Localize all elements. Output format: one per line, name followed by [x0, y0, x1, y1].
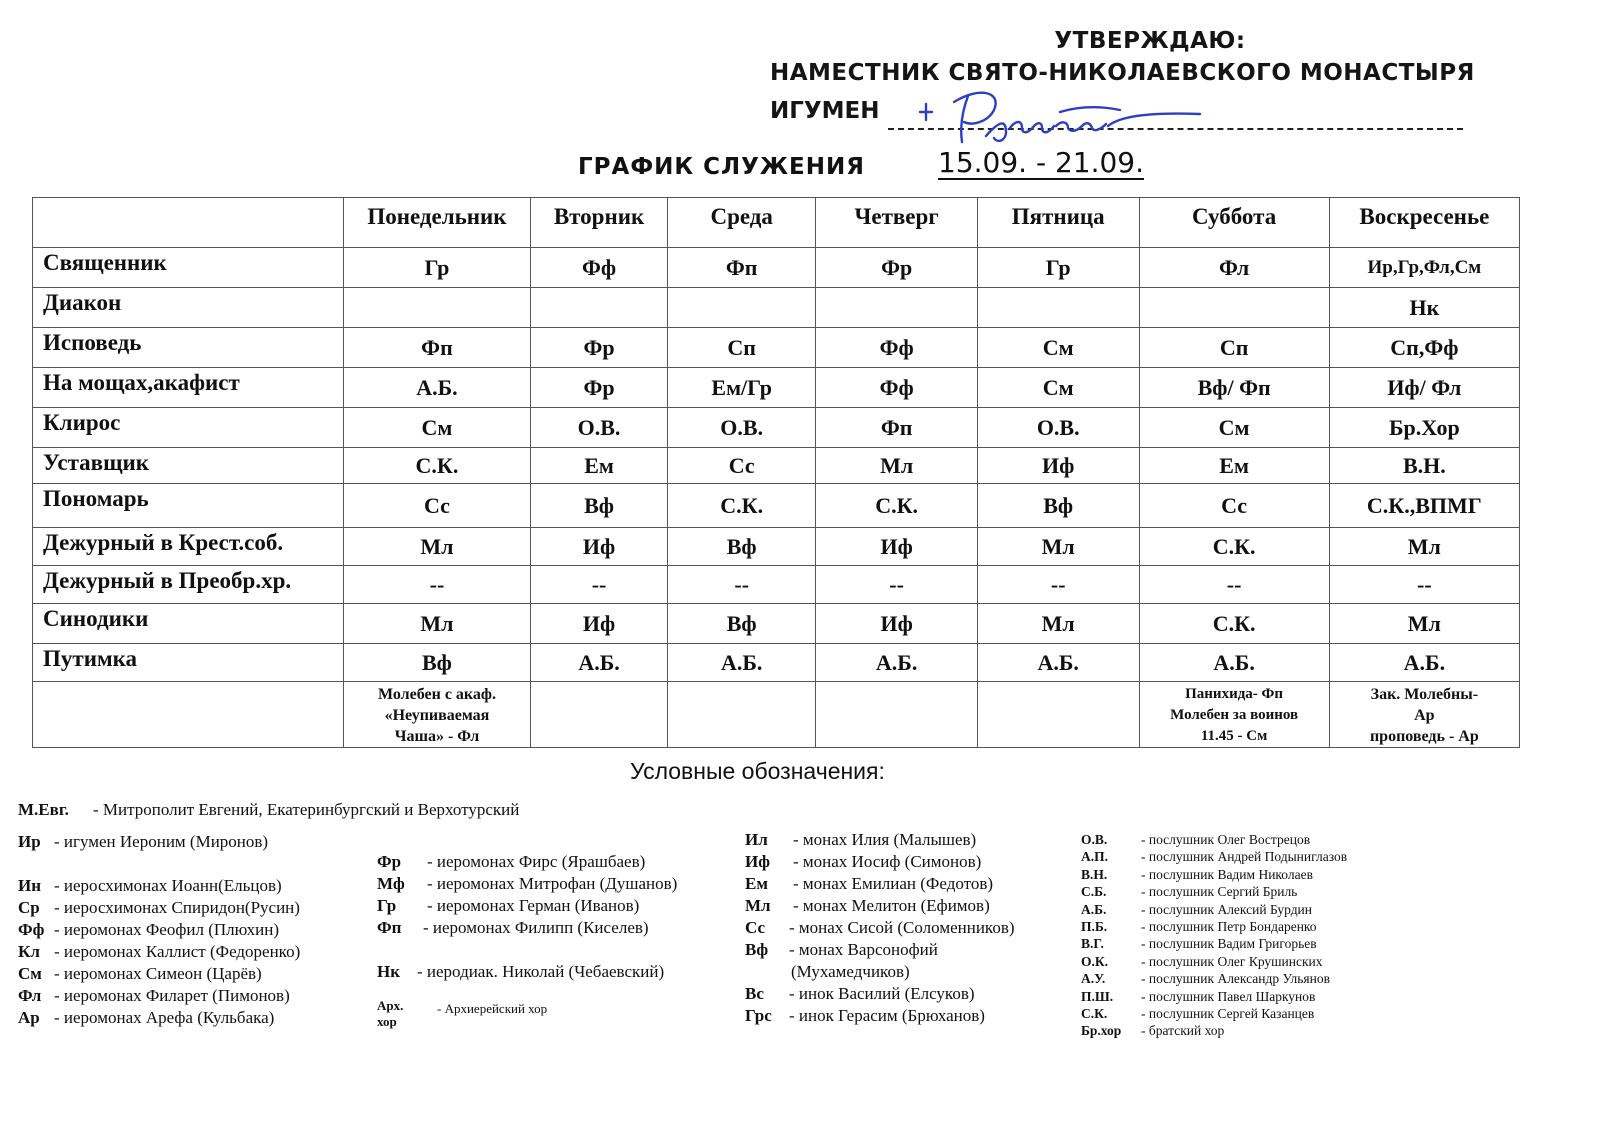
legend-abbr: В.Г. [1081, 936, 1104, 952]
note-line: 11.45 - См [1200, 728, 1268, 744]
duty-cell: -- [977, 566, 1139, 604]
legend-spacer [377, 940, 677, 962]
legend-entry [1081, 832, 1347, 849]
duty-cell: Иф [816, 528, 978, 566]
legend-abbr: С.Б. [1081, 884, 1107, 900]
header-row [33, 198, 1520, 248]
legend-entry [1081, 971, 1347, 988]
legend-desc: - послушник Олег Вострецов [1141, 832, 1311, 847]
duty-cell: А.Б. [816, 644, 978, 682]
legend-desc: - послушник Олег Крушинских [1141, 953, 1323, 969]
duty-cell: Сп,Фф [1329, 328, 1519, 368]
legend-column-2 [377, 852, 677, 1030]
duty-cell: Мл [343, 604, 530, 644]
duty-cell: См [977, 368, 1139, 408]
approval-block [770, 28, 1490, 138]
duty-cell: О.В. [531, 408, 668, 448]
legend-entry [1081, 936, 1347, 953]
note-line: Молебен с акаф. [377, 686, 496, 703]
legend-abbr [377, 998, 437, 1030]
legend-abbr: Фп [377, 918, 402, 937]
legend-desc: - иеромонах Каллист (Федоренко) [54, 942, 301, 961]
duty-cell: Сп [668, 328, 816, 368]
legend-desc: - иеросхимонах Спиридон(Русин) [54, 898, 300, 917]
legend-abbr: Гр [377, 896, 397, 915]
duty-cell: Сп [1139, 328, 1329, 368]
duty-cell: А.Б. [343, 368, 530, 408]
note-line: Молебен за воинов [1170, 707, 1299, 723]
day-header: Вторник [531, 198, 668, 248]
legend-entry [745, 874, 1015, 896]
approval-rank: ИГУМЕН [770, 98, 880, 124]
notes-row [33, 682, 1520, 748]
legend-entry [377, 962, 677, 984]
duty-cell [816, 288, 978, 328]
duty-cell: Фп [343, 328, 530, 368]
duty-cell: Ем [531, 448, 668, 484]
table-row [33, 248, 1520, 288]
duty-cell: А.Б. [1139, 644, 1329, 682]
duty-cell: Сс [1139, 484, 1329, 528]
notes-empty-cell [977, 682, 1139, 748]
duty-cell: С.К. [1139, 528, 1329, 566]
note-line: «Неупиваемая [384, 707, 490, 724]
legend-desc: - иеромонах Митрофан (Душанов) [427, 874, 678, 893]
role-label: Путимка [33, 644, 344, 682]
corner-cell [33, 198, 344, 248]
legend-abbr: См [18, 964, 42, 983]
legend-entry [18, 800, 519, 822]
duty-cell: Фл [1139, 248, 1329, 288]
table-row [33, 408, 1520, 448]
legend-entry [745, 830, 1015, 852]
duty-cell: Ем [1139, 448, 1329, 484]
duty-cell [531, 288, 668, 328]
table-row [33, 566, 1520, 604]
legend-entry [377, 896, 677, 918]
duty-cell: С.К. [343, 448, 530, 484]
duty-cell: Фп [816, 408, 978, 448]
table-row [33, 328, 1520, 368]
duty-cell: А.Б. [1329, 644, 1519, 682]
legend-desc: - иеромонах Фирс (Ярашбаев) [427, 852, 646, 871]
duty-cell: С.К. [816, 484, 978, 528]
legend-desc: - монах Иосиф (Симонов) [793, 852, 982, 871]
legend-abbr: П.Б. [1081, 918, 1108, 934]
legend-desc: - монах Варсонофий [789, 940, 938, 959]
table-row [33, 288, 1520, 328]
legend-desc: - иеромонах Арефа (Кульбака) [54, 1008, 275, 1027]
duty-cell: С.К. [668, 484, 816, 528]
legend-desc: - послушник Алексий Бурдин [1141, 901, 1313, 917]
duty-cell: Фф [816, 368, 978, 408]
note-line: Ар [1414, 707, 1435, 724]
legend-desc: - иеромонах Филипп (Киселев) [423, 918, 649, 937]
notes-empty-cell [531, 682, 668, 748]
legend-entry [1081, 902, 1347, 919]
duty-cell: Иф/ Фл [1329, 368, 1519, 408]
duty-cell [1139, 288, 1329, 328]
role-label: Священник [33, 248, 344, 288]
legend-desc: - послушник Вадим Григорьев [1141, 936, 1317, 952]
legend-desc: - игумен Иероним (Миронов) [54, 832, 269, 851]
duty-cell: Мл [977, 528, 1139, 566]
duty-cell: Нк [1329, 288, 1519, 328]
duty-cell: Фр [531, 368, 668, 408]
duty-cell: -- [816, 566, 978, 604]
approval-line-1: УТВЕРЖДАЮ: [1054, 28, 1246, 54]
duty-cell: Бр.Хор [1329, 408, 1519, 448]
legend-abbr: Фф [18, 920, 45, 939]
duty-cell: Мл [816, 448, 978, 484]
day-header: Пятница [977, 198, 1139, 248]
duty-cell: Фф [531, 248, 668, 288]
legend-title: Условные обозначения: [630, 758, 885, 784]
notes-empty-cell [33, 682, 344, 748]
legend-desc: - иеродиак. Николай (Чебаевский) [417, 962, 665, 981]
duty-cell: А.Б. [977, 644, 1139, 682]
legend-entry [745, 984, 1015, 1006]
note-saturday [1139, 682, 1329, 748]
duty-cell: -- [668, 566, 816, 604]
legend-entry [1081, 989, 1347, 1006]
legend-entry [377, 874, 677, 896]
duty-cell: Мл [1329, 604, 1519, 644]
legend-entry [1081, 867, 1347, 884]
duty-cell: Вф [668, 604, 816, 644]
legend-entry [377, 918, 677, 940]
legend-abbr: Иф [745, 852, 770, 871]
duty-cell: Вф [668, 528, 816, 566]
duty-cell: С.К. [1139, 604, 1329, 644]
duty-cell: О.В. [668, 408, 816, 448]
legend-column-3 [745, 830, 1015, 1028]
table-row [33, 528, 1520, 566]
legend-abbr: П.Ш. [1081, 988, 1114, 1004]
schedule-title: ГРАФИК СЛУЖЕНИЯ [578, 154, 865, 180]
legend-desc: - инок Герасим (Брюханов) [789, 1006, 985, 1025]
role-label: Исповедь [33, 328, 344, 368]
table-row [33, 368, 1520, 408]
role-label: Дежурный в Преобр.хр. [33, 566, 344, 604]
duty-cell: Ем/Гр [668, 368, 816, 408]
legend-abbr: Фр [377, 852, 402, 871]
legend-desc: - послушник Сергей Казанцев [1141, 1005, 1315, 1021]
duty-cell: См [1139, 408, 1329, 448]
legend-desc: - послушник Александр Ульянов [1141, 971, 1330, 987]
note-line: Зак. Молебны- [1370, 686, 1479, 703]
duty-cell: Мл [1329, 528, 1519, 566]
note-line: Чаша» - Фл [394, 728, 480, 745]
role-label: На мощах,акафист [33, 368, 344, 408]
legend-desc: - послушник Вадим Николаев [1141, 866, 1313, 882]
legend-abbr: Ил [745, 830, 768, 849]
table-row [33, 644, 1520, 682]
schedule-table [32, 197, 1520, 748]
legend-desc: - послушник Сергий Бриль [1141, 884, 1298, 900]
duty-cell: -- [531, 566, 668, 604]
duty-cell: Фф [816, 328, 978, 368]
duty-cell [668, 288, 816, 328]
legend-entry [1081, 1006, 1347, 1023]
legend-desc: - монах Илия (Малышев) [793, 830, 977, 849]
legend-entry [18, 832, 519, 854]
legend-desc: - Архиерейский хор [437, 1001, 548, 1016]
legend-entry [1081, 919, 1347, 936]
role-label: Уставщик [33, 448, 344, 484]
duty-cell: Иф [816, 604, 978, 644]
table-row [33, 448, 1520, 484]
duty-cell: Вф/ Фп [1139, 368, 1329, 408]
duty-cell: Ир,Гр,Фл,См [1329, 248, 1519, 288]
duty-cell: Фр [531, 328, 668, 368]
legend-abbr: О.В. [1081, 832, 1108, 847]
legend-entry [1081, 1023, 1347, 1040]
approval-line-3 [770, 98, 1490, 138]
duty-cell: Вф [343, 644, 530, 682]
duty-cell: Гр [977, 248, 1139, 288]
legend-entry [745, 1006, 1015, 1028]
legend-abbr: Мл [745, 896, 771, 915]
duty-cell: С.К.,ВПМГ [1329, 484, 1519, 528]
legend-entry-archhor [377, 998, 677, 1030]
legend-abbr: Грс [745, 1006, 772, 1025]
schedule-header [578, 148, 1278, 184]
duty-cell: Иф [531, 528, 668, 566]
legend-abbr: А.П. [1081, 849, 1108, 865]
legend-entry [745, 962, 1015, 984]
legend-entry [1081, 849, 1347, 866]
legend-abbr: Ем [745, 874, 768, 893]
duty-cell: Сс [668, 448, 816, 484]
duty-cell: Иф [977, 448, 1139, 484]
legend-abbr: Ср [18, 898, 40, 917]
legend-abbr: Фл [18, 986, 42, 1005]
legend-abbr-part: Арх. [377, 998, 404, 1013]
table-row [33, 484, 1520, 528]
duty-cell: А.Б. [668, 644, 816, 682]
role-label: Дежурный в Крест.соб. [33, 528, 344, 566]
approval-line-2: НАМЕСТНИК СВЯТО-НИКОЛАЕВСКОГО МОНАСТЫРЯ [770, 60, 1475, 86]
role-label: Диакон [33, 288, 344, 328]
legend-desc: - иеросхимонах Иоанн(Ельцов) [54, 876, 282, 895]
legend-abbr: Ин [18, 876, 42, 895]
day-header: Среда [668, 198, 816, 248]
duty-cell [343, 288, 530, 328]
legend-desc: - иеромонах Герман (Иванов) [427, 896, 640, 915]
duty-cell: Фр [816, 248, 978, 288]
legend-abbr: Ир [18, 832, 41, 851]
duty-cell: См [343, 408, 530, 448]
duty-cell: Иф [531, 604, 668, 644]
role-label: Синодики [33, 604, 344, 644]
legend-abbr: С.К. [1081, 1005, 1108, 1021]
legend-desc: - послушник Павел Шаркунов [1141, 988, 1316, 1004]
table-row [33, 604, 1520, 644]
legend-abbr: Ар [18, 1008, 40, 1027]
legend-abbr: А.У. [1081, 971, 1106, 987]
legend-column-4 [1081, 832, 1347, 1041]
day-header: Воскресенье [1329, 198, 1519, 248]
legend-entry [377, 852, 677, 874]
legend-abbr: Вф [745, 940, 769, 959]
legend-abbr: Бр.хор [1081, 1023, 1122, 1039]
legend-entry [1081, 884, 1347, 901]
role-label: Пономарь [33, 484, 344, 528]
notes-empty-cell [816, 682, 978, 748]
note-monday [343, 682, 530, 748]
duty-cell [977, 288, 1139, 328]
legend-desc: - братский хор [1141, 1023, 1225, 1039]
legend-desc: - монах Мелитон (Ефимов) [793, 896, 990, 915]
signature-image [910, 82, 1220, 152]
duty-cell: В.Н. [1329, 448, 1519, 484]
legend-abbr: Кл [18, 942, 40, 961]
duty-cell: А.Б. [531, 644, 668, 682]
legend-abbr: Вс [745, 984, 764, 1003]
duty-cell: -- [1329, 566, 1519, 604]
duty-cell: Вф [531, 484, 668, 528]
duty-cell: Гр [343, 248, 530, 288]
legend-spacer [377, 984, 677, 998]
duty-cell: -- [343, 566, 530, 604]
duty-cell: -- [1139, 566, 1329, 604]
legend-desc: - иеромонах Симеон (Царёв) [54, 964, 262, 983]
note-line: Панихида- Фп [1185, 686, 1284, 702]
legend-abbr: Нк [377, 962, 401, 981]
duty-cell: Вф [977, 484, 1139, 528]
day-header: Суббота [1139, 198, 1329, 248]
legend-entry [745, 918, 1015, 940]
schedule-dates: 15.09. - 21.09. [938, 146, 1145, 179]
duty-cell: Сс [343, 484, 530, 528]
notes-empty-cell [668, 682, 816, 748]
duty-cell: См [977, 328, 1139, 368]
legend-entry [1081, 954, 1347, 971]
legend-desc: - послушник Андрей Подыниглазов [1141, 849, 1348, 865]
legend-abbr: М.Евг. [18, 800, 69, 819]
legend-desc: - монах Емилиан (Федотов) [793, 874, 994, 893]
legend-abbr: Сс [745, 918, 766, 937]
legend-desc: - иеромонах Филарет (Пимонов) [54, 986, 290, 1005]
legend-desc: - монах Сисой (Соломенников) [789, 918, 1015, 937]
note-line: проповедь - Ар [1369, 728, 1479, 745]
legend-desc: - послушник Петр Бондаренко [1141, 918, 1317, 934]
duty-cell: Мл [343, 528, 530, 566]
duty-cell: Мл [977, 604, 1139, 644]
day-header: Понедельник [343, 198, 530, 248]
duty-cell: О.В. [977, 408, 1139, 448]
legend-desc: - Митрополит Евгений, Екатеринбургский и Верхотурский [93, 800, 520, 819]
legend-entry [745, 852, 1015, 874]
legend-abbr: А.Б. [1081, 901, 1107, 917]
legend-abbr: О.К. [1081, 953, 1109, 969]
role-label: Клирос [33, 408, 344, 448]
legend-abbr-part: хор [377, 1014, 397, 1029]
legend-abbr: Мф [377, 874, 405, 893]
duty-cell: Фп [668, 248, 816, 288]
legend-desc: (Мухамедчиков) [791, 962, 910, 981]
day-header: Четверг [816, 198, 978, 248]
legend-spacer [18, 822, 519, 832]
legend-desc: - инок Василий (Елсуков) [789, 984, 975, 1003]
legend-entry [745, 940, 1015, 962]
note-sunday [1329, 682, 1519, 748]
legend-abbr: В.Н. [1081, 866, 1108, 882]
legend-entry [745, 896, 1015, 918]
legend-desc: - иеромонах Феофил (Плюхин) [54, 920, 280, 939]
